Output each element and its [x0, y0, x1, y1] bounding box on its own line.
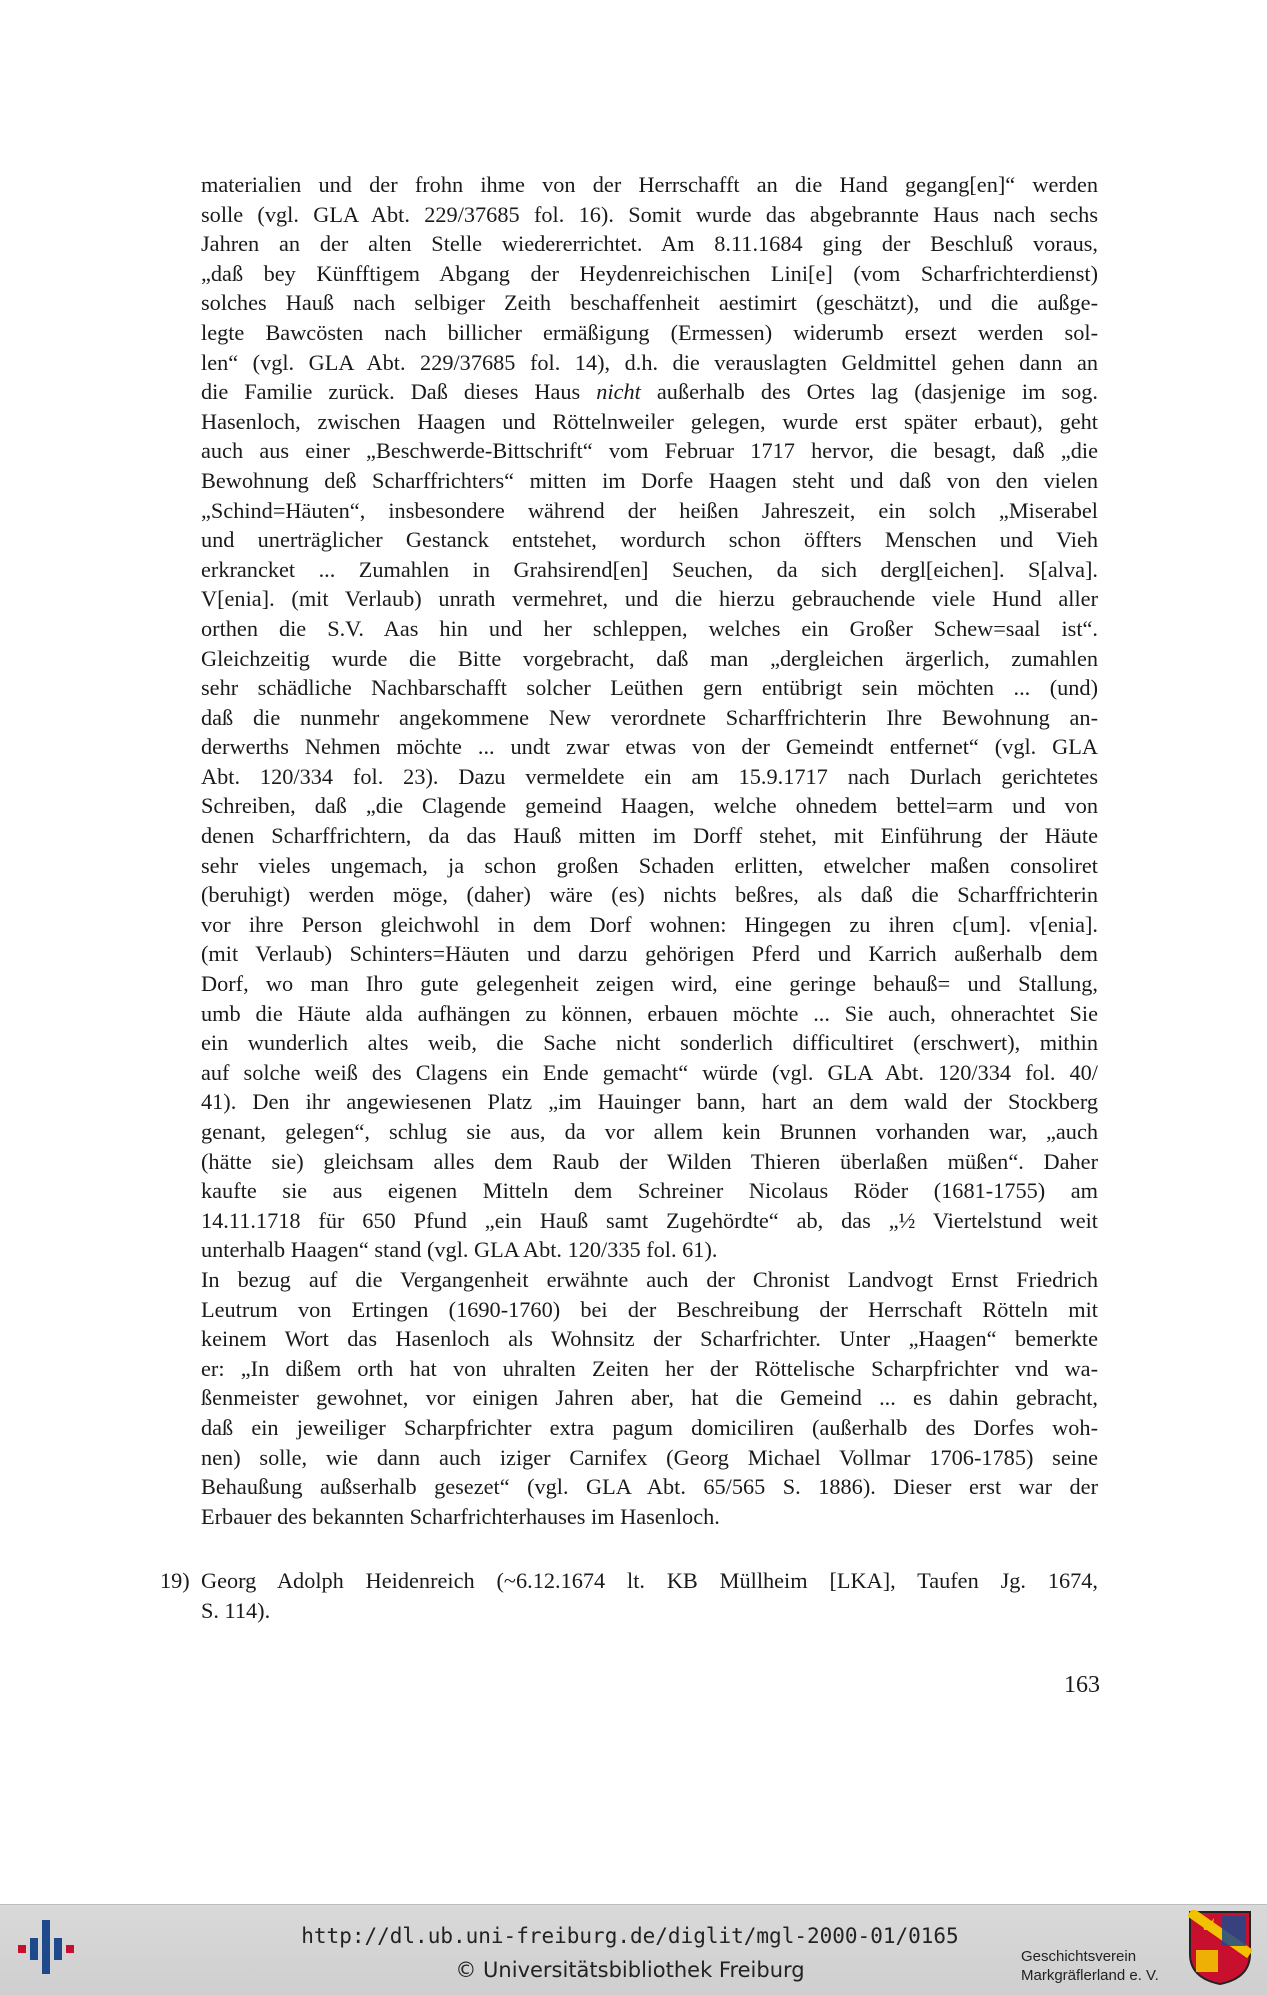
text-line: Abt. 120/334 fol. 23). Dazu vermeldete ein am 15.9.1717 nach Durlach gerichtetes	[201, 763, 1098, 789]
society-name-line1: Geschichtsverein	[1021, 1948, 1137, 1965]
text-line: daß die nunmehr angekommene New verordnete Scharffrichterin Ihre Bewohnung an-	[201, 704, 1098, 730]
text-line: ßenmeister gewohnet, vor einigen Jahren aber, hat die Gemeind ... es dahin gebracht,	[201, 1385, 1098, 1411]
text-line: auch aus einer „Beschwerde-Bittschrift“ vom Februar 1717 hervor, die besagt, daß „die	[201, 438, 1098, 464]
copyright-text: © Universitätsbibliothek Freiburg	[455, 1958, 805, 1982]
text-line: umb die Häute alda aufhängen zu können, erbauen möchte ... Sie auch, ohnerachtet Sie	[201, 1000, 1098, 1026]
text-line: „Schind=Häuten“, insbesondere während der heißen Jahreszeit, ein solch „Miserabel	[201, 497, 1098, 523]
text-line: solle (vgl. GLA Abt. 229/37685 fol. 16). Somit wurde das abgebrannte Haus nach sechs	[201, 201, 1098, 227]
text-line: Behaußung außserhalb gesezet“ (vgl. GLA Abt. 65/565 S. 1886). Dieser erst war der	[201, 1474, 1098, 1500]
text-line: erkrancket ... Zumahlen in Grahsirend[en] Seuchen, da sich dergl[eichen]. S[alva].	[201, 556, 1098, 582]
text-line: 14.11.1718 für 650 Pfund „ein Hauß samt Zugehördte“ ab, das „½ Viertelstund weit	[201, 1207, 1098, 1233]
footnote-number: 19)	[160, 1568, 190, 1593]
text-line: (mit Verlaub) Schinters=Häuten und darzu gehörigen Pferd und Karrich außerhalb dem	[201, 941, 1098, 967]
emphasis-text: nicht	[596, 379, 641, 405]
text-line: daß ein jeweiliger Scharpfrichter extra pagum domiciliren (außerhalb des Dorfes woh-	[201, 1414, 1098, 1440]
text-line: orthen die S.V. Aas hin und her schleppen, welches ein Großer Schew=saal ist“.	[201, 615, 1098, 641]
footnote-text	[201, 1566, 1098, 1625]
text-line: 41). Den ihr angewiesenen Platz „im Hauinger bann, hart an dem wald der Stockberg	[201, 1089, 1098, 1115]
text-line: V[enia]. (mit Verlaub) unrath vermehret, und die hierzu gebrauchende viele Hund aller	[201, 586, 1098, 612]
text-line: die Familie zurück. Daß dieses Haus nicht außerhalb des Ortes lag (dasjenige im sog.	[201, 379, 1098, 405]
society-name-line2: Markgräflerland e. V.	[1021, 1967, 1159, 1984]
text-line: er: „In dißem orth hat von uhralten Zeiten her der Röttelische Scharpfrichter vnd wa-	[201, 1355, 1098, 1381]
text-line: Jahren an der alten Stelle wiedererrichtet. Am 8.11.1684 ging der Beschluß voraus,	[201, 231, 1098, 257]
body-text	[201, 170, 1098, 1531]
text-line: und unerträglicher Gestanck entstehet, wordurch schon öffters Menschen und Vieh	[201, 527, 1098, 553]
text-line: genant, gelegen“, schlug sie aus, da vor allem kein Brunnen vorhanden war, „auch	[201, 1119, 1098, 1144]
text-line: Gleichzeitig wurde die Bitte vorgebracht, daß man „dergleichen ärgerlich, zumahlen	[201, 645, 1098, 671]
text-line: legte Bawcösten nach billicher ermäßigung (Ermessen) widerumb ersezt werden sol-	[201, 319, 1098, 345]
text-line: nen) solle, wie dann auch iziger Carnifex (Georg Michael Vollmar 1706-1785) seine	[201, 1444, 1098, 1470]
text-line: derwerths Nehmen möchte ... undt zwar etwas von der Gemeindt entfernet“ (vgl. GLA	[201, 734, 1098, 760]
text-line: solches Hauß nach selbiger Zeith beschaffenheit aestimirt (geschätzt), und die außge-	[201, 290, 1098, 316]
text-line: (beruhigt) werden möge, (daher) wäre (es) nichts beßres, als daß die Scharffrichterin	[201, 882, 1098, 908]
page-number: 163	[1064, 1672, 1100, 1698]
text-line: Schreiben, daß „die Clagende gemeind Haagen, welche ohnedem bettel=arm und von	[201, 793, 1098, 819]
text-line: kaufte sie aus eigenen Mitteln dem Schreiner Nicolaus Röder (1681-1755) am	[201, 1178, 1098, 1204]
ub-freiburg-logo-icon	[18, 1918, 78, 1976]
text-line: Dorf, wo man Ihro gute gelegenheit zeigen wird, eine geringe behauß= und Stallung,	[201, 971, 1098, 997]
text-line: Georg Adolph Heidenreich (~6.12.1674 lt. KB Müllheim [LKA], Taufen Jg. 1674,	[201, 1568, 1098, 1593]
digital-library-link[interactable]: http://dl.ub.uni-freiburg.de/diglit/mgl-2000-01/0165	[301, 1924, 959, 1948]
text-line: Erbauer des bekannten Scharfrichterhauses im Hasenloch.	[201, 1503, 720, 1529]
text-line: ein wunderlich altes weib, die Sache nicht sonderlich difficultiret (erschwert), mithin	[201, 1030, 1098, 1056]
text-line: auf solche weiß des Clagens ein Ende gemacht“ würde (vgl. GLA Abt. 120/334 fol. 40/	[201, 1059, 1098, 1085]
text-line: keinem Wort das Hasenloch als Wohnsitz der Scharfrichter. Unter „Haagen“ bemerkte	[201, 1326, 1098, 1352]
society-name	[1021, 1947, 1159, 1985]
text-line: materialien und der frohn ihme von der Herrschafft an die Hand gegang[en]“ werden	[201, 172, 1098, 197]
coat-of-arms-icon	[1188, 1910, 1252, 1986]
text-line: len“ (vgl. GLA Abt. 229/37685 fol. 14), d.h. die verauslagten Geldmittel gehen dann an	[201, 349, 1098, 375]
text-line: denen Scharffrichtern, da das Hauß mitten im Dorff stehet, mit Einführung der Häute	[201, 823, 1098, 849]
text-line: sehr schädliche Nachbarschafft solcher Leüthen gern entübrigt sein möchten ... (und)	[201, 675, 1098, 701]
text-line: vor ihre Person gleichwohl in dem Dorf wohnen: Hingegen zu ihren c[um]. v[enia].	[201, 911, 1098, 937]
text-line: (hätte sie) gleichsam alles dem Raub der Wilden Thieren überlaßen müßen“. Daher	[201, 1148, 1098, 1174]
text-line: Hasenloch, zwischen Haagen und Röttelnweiler gelegen, wurde erst später erbaut), geht	[201, 408, 1098, 434]
text-line: sehr vieles ungemach, ja schon großen Schaden erlitten, etwelcher maßen consoliret	[201, 852, 1098, 878]
text-line: unterhalb Haagen“ stand (vgl. GLA Abt. 120/335 fol. 61).	[201, 1237, 718, 1263]
text-line: S. 114).	[201, 1597, 271, 1623]
text-line: „daß bey Künfftigem Abgang der Heydenreichischen Lini[e] (vom Scharfrichterdienst)	[201, 260, 1098, 286]
text-line: Leutrum von Ertingen (1690-1760) bei der Beschreibung der Herrschaft Rötteln mit	[201, 1296, 1098, 1322]
text-line: In bezug auf die Vergangenheit erwähnte auch der Chronist Landvogt Ernst Friedrich	[201, 1266, 1098, 1292]
text-line: Bewohnung deß Scharffrichters“ mitten im Dorfe Haagen steht und daß von den vielen	[201, 467, 1098, 493]
